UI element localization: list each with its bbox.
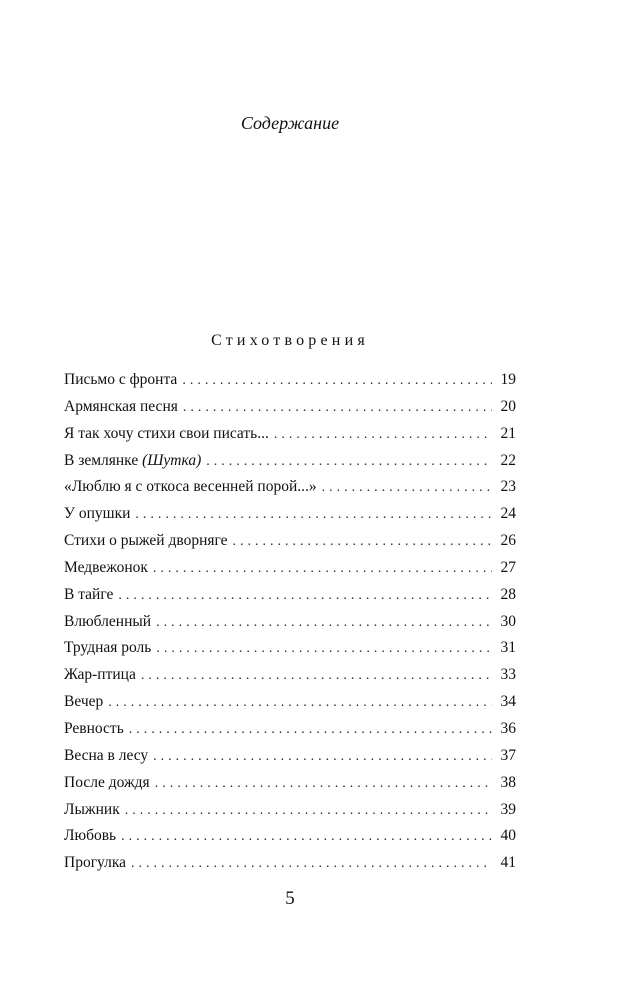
dot-leader [182,368,492,395]
toc-entry-page: 24 [500,505,516,523]
toc-entry-subtitle: (Шутка) [142,451,202,469]
toc-entry [64,743,516,770]
toc-entry [64,555,516,582]
toc-entry-title: Жар-птица [64,666,136,684]
toc-entry-page: 22 [500,451,516,469]
toc-entry [64,797,516,824]
page-title: Содержание [240,113,340,133]
toc-entry-page: 38 [500,773,516,791]
page-number: 5 [285,888,295,909]
toc-entry-title: Я так хочу стихи свои писать... [64,424,269,442]
toc-entry-page: 27 [500,558,516,576]
dot-leader [183,395,492,422]
dot-leader [153,556,492,583]
toc-entry [64,367,516,394]
dot-leader [233,529,492,556]
toc-entry [64,448,516,475]
toc-entry [64,609,516,636]
dot-leader [156,636,492,663]
toc-entry-page: 36 [500,719,516,737]
dot-leader [129,717,492,744]
toc-entry [64,689,516,716]
dot-leader [206,449,492,476]
toc-entry [64,501,516,528]
toc-entry-page: 23 [500,478,516,496]
toc-entry-page: 41 [500,854,516,872]
toc-entry-page: 37 [500,746,516,764]
toc-entry-title: Лыжник [64,800,120,818]
dot-leader [274,422,492,449]
toc-entry [64,716,516,743]
toc-entry-page: 26 [500,532,516,550]
dot-leader [141,663,492,690]
toc-entry [64,850,516,877]
dot-leader [153,744,492,771]
toc-entry-title: В тайге [64,585,114,603]
toc-entry-title: После дождя [64,773,150,791]
toc-entry-title: Вечер [64,693,104,711]
table-of-contents [64,367,516,877]
toc-entry-title: «Люблю я с откоса весенней порой...» [64,478,317,496]
toc-entry-page: 20 [500,397,516,415]
toc-entry-page: 21 [500,424,516,442]
toc-entry [64,823,516,850]
toc-entry-title: Армянская песня [64,397,178,415]
toc-entry-title: Весна в лесу [64,746,149,764]
dot-leader [322,475,492,502]
toc-entry-title-text: В землянке [64,451,143,469]
toc-entry-page: 39 [500,800,516,818]
section-title: Стихотворения [211,332,369,349]
toc-entry-page: 31 [500,639,516,657]
dot-leader [118,583,492,610]
toc-entry-title: У опушки [64,505,131,523]
dot-leader [156,610,492,637]
toc-entry [64,582,516,609]
dot-leader [155,771,492,798]
toc-entry-page: 19 [500,371,516,388]
toc-entry [64,394,516,421]
toc-entry-title: Стихи о рыжей дворняге [64,532,228,550]
dot-leader [135,502,492,529]
toc-entry-title: Ревность [64,719,124,737]
toc-entry-title: Медвежонок [64,558,148,576]
toc-entry [64,528,516,555]
toc-entry [64,770,516,797]
toc-entry-title [64,448,206,475]
toc-entry [64,421,516,448]
toc-entry [64,635,516,662]
toc-entry-page: 34 [500,693,516,711]
toc-entry-title: Письмо с фронта [64,371,178,388]
toc-entry [64,474,516,501]
toc-entry-title: Влюбленный [64,612,152,630]
toc-entry-title: Трудная роль [64,639,152,657]
toc-entry [64,662,516,689]
toc-entry-title: Прогулка [64,854,127,872]
toc-entry-page: 28 [500,585,516,603]
toc-entry-page: 30 [500,612,516,630]
dot-leader [108,690,492,717]
toc-entry-page: 40 [500,827,516,845]
dot-leader [125,798,492,825]
toc-entry-page: 33 [500,666,516,684]
dot-leader [131,851,492,878]
dot-leader [121,824,492,851]
toc-entry-title: Любовь [64,827,117,845]
